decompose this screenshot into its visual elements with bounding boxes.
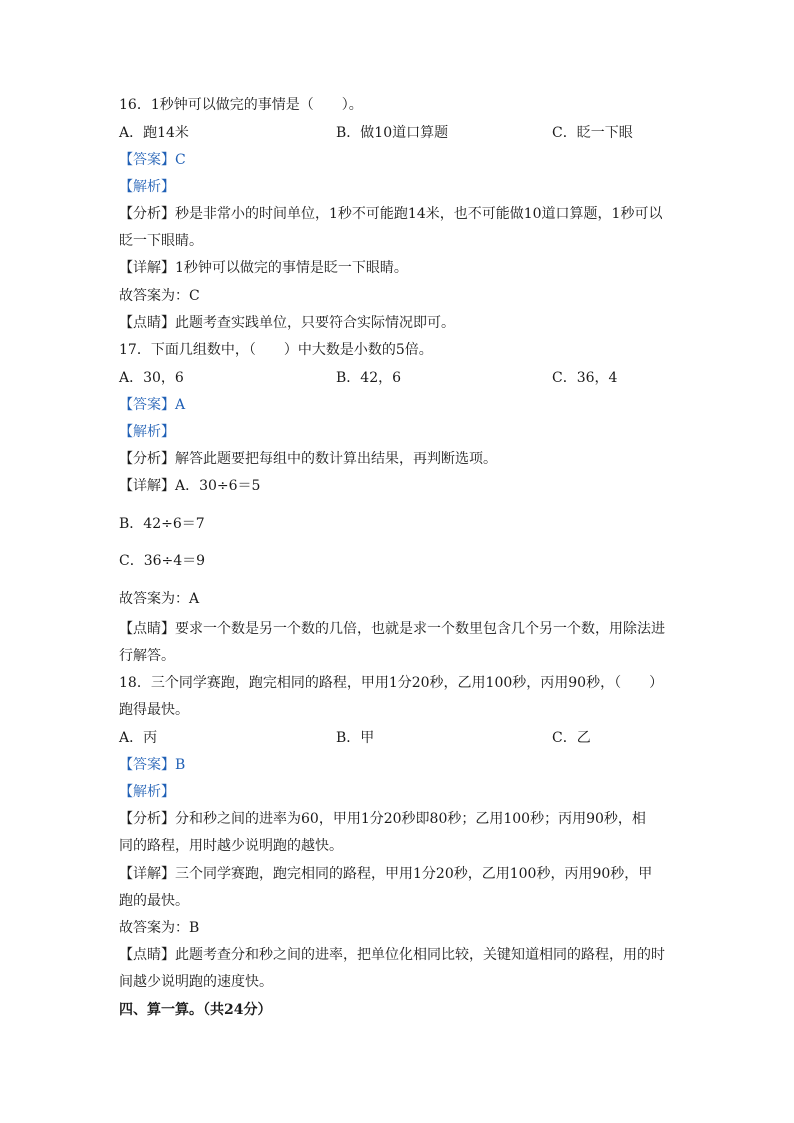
question-17-option-a: A．30，6 bbox=[119, 370, 184, 386]
question-18-final-answer: 故答案为：B bbox=[119, 920, 200, 936]
question-18-stem-line-2: 跑得最快。 bbox=[119, 702, 189, 718]
question-18-comment-line-2: 间越少说明跑的速度快。 bbox=[119, 974, 273, 990]
question-16-analysis-tag: 【解析】 bbox=[119, 179, 175, 195]
section-heading: 四、算一算。（共24分） bbox=[119, 1002, 272, 1018]
question-16-comment: 【点睛】此题考查实践单位，只要符合实际情况即可。 bbox=[119, 315, 455, 331]
question-18-comment-line-1: 【点睛】此题考查分和秒之间的进率，把单位化相同比较，关键知道相同的路程，用的时 bbox=[119, 947, 665, 963]
question-17-comment-line-2: 行解答。 bbox=[119, 648, 175, 664]
question-18-stem-line-1: 18．三个同学赛跑，跑完相同的路程，甲用1分20秒，乙用100秒，丙用90秒，（ ） bbox=[119, 675, 664, 691]
question-18-detail-line-2: 跑的最快。 bbox=[119, 893, 189, 909]
question-16-analysis-line-2: 眨一下眼睛。 bbox=[119, 233, 203, 249]
question-16-option-c: C．眨一下眼 bbox=[552, 125, 633, 141]
question-18-detail-line-1: 【详解】三个同学赛跑，跑完相同的路程，甲用1分20秒，乙用100秒，丙用90秒，甲 bbox=[119, 866, 653, 882]
question-17-final-answer: 故答案为：A bbox=[119, 591, 200, 607]
question-18-analysis-line-2: 同的路程，用时越少说明跑的越快。 bbox=[119, 838, 343, 854]
question-18-option-c: C．乙 bbox=[552, 730, 591, 746]
question-17-option-b: B．42，6 bbox=[336, 370, 402, 386]
question-17-analysis-tag: 【解析】 bbox=[119, 424, 175, 440]
question-17-comment-line-1: 【点睛】要求一个数是另一个数的几倍，也就是求一个数里包含几个另一个数，用除法进 bbox=[119, 621, 665, 637]
question-16-option-a: A．跑14米 bbox=[119, 125, 189, 141]
question-18-option-a: A．丙 bbox=[119, 730, 158, 746]
question-18-analysis-tag: 【解析】 bbox=[119, 784, 175, 800]
question-16-answer: 【答案】C bbox=[119, 152, 186, 168]
question-16-option-b: B．做10道口算题 bbox=[336, 125, 449, 141]
question-18-option-b: B．甲 bbox=[336, 730, 375, 746]
question-16-detail: 【详解】1秒钟可以做完的事情是眨一下眼睛。 bbox=[119, 260, 408, 276]
question-17-calc-c: C．36÷4＝9 bbox=[119, 553, 206, 569]
question-17-option-c: C．36，4 bbox=[552, 370, 618, 386]
question-17-answer: 【答案】A bbox=[119, 397, 186, 413]
question-17-analysis: 【分析】解答此题要把每组中的数计算出结果，再判断选项。 bbox=[119, 451, 497, 467]
question-16-stem: 16．1秒钟可以做完的事情是（ ）。 bbox=[119, 97, 363, 113]
question-17-detail: 【详解】A．30÷6＝5 bbox=[119, 478, 261, 494]
question-17-calc-b: B．42÷6＝7 bbox=[119, 516, 205, 532]
question-16-analysis-line-1: 【分析】秒是非常小的时间单位，1秒不可能跑14米，也不可能做10道口算题，1秒可以 bbox=[119, 206, 663, 222]
question-18-answer: 【答案】B bbox=[119, 757, 186, 773]
question-16-final-answer: 故答案为：C bbox=[119, 288, 200, 304]
question-18-analysis-line-1: 【分析】分和秒之间的进率为60，甲用1分20秒即80秒；乙用100秒；丙用90秒，相 bbox=[119, 811, 646, 827]
question-17-stem: 17．下面几组数中，（ ）中大数是小数的5倍。 bbox=[119, 342, 433, 358]
